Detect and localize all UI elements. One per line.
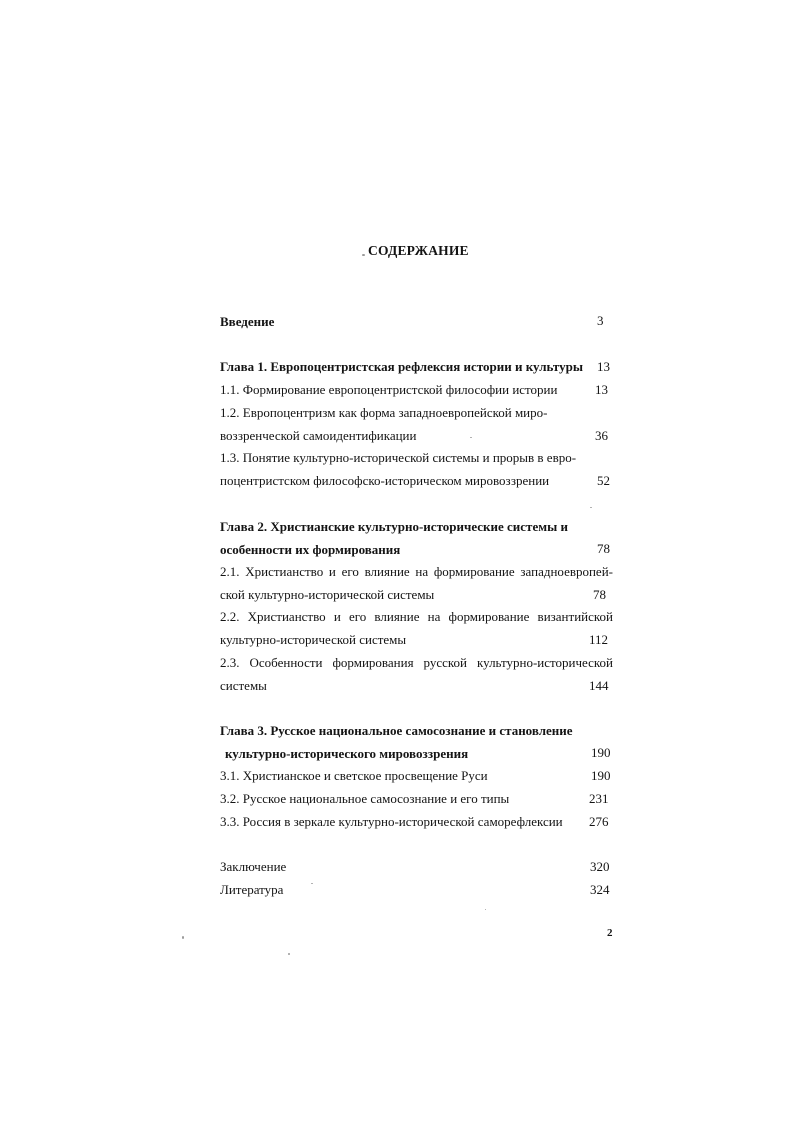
scan-speck xyxy=(311,883,313,884)
page-number: 2 xyxy=(607,927,613,939)
toc-chapter-1-page: 13 xyxy=(597,359,610,374)
toc-section-1-2-line2: воззренческой самоидентификации xyxy=(220,428,417,443)
toc-literature-label: Литература xyxy=(220,882,284,897)
toc-conclusion-label: Заключение xyxy=(220,859,287,874)
toc-conclusion-page: 320 xyxy=(590,859,610,874)
toc-section-1-3-page: 52 xyxy=(597,473,610,488)
scan-speck xyxy=(590,507,592,508)
toc-chapter-3-heading-line1: Глава 3. Русское национальное самосознание и становление xyxy=(220,723,573,738)
toc-section-3-2: 3.2. Русское национальное самосознание и его типы xyxy=(220,791,510,806)
scan-speck xyxy=(182,936,184,939)
toc-section-2-2-line2: культурно-исторической системы xyxy=(220,632,407,647)
toc-chapter-3-page: 190 xyxy=(591,745,611,760)
toc-literature-page: 324 xyxy=(590,882,610,897)
toc-section-3-1: 3.1. Христианское и светское просвещение Руси xyxy=(220,768,488,783)
toc-section-1-2-line1: 1.2. Европоцентризм как форма западноевропейской миро- xyxy=(220,405,548,420)
page-title: СОДЕРЖАНИЕ xyxy=(368,243,469,258)
toc-chapter-3-heading-line2: культурно-исторического мировоззрения xyxy=(225,746,469,761)
toc-intro-label: Введение xyxy=(220,314,275,329)
toc-section-2-3-line2: системы xyxy=(220,678,267,693)
toc-section-1-1-page: 13 xyxy=(595,382,608,397)
toc-chapter-2-heading-line1: Глава 2. Христианские культурно-исторические системы и xyxy=(220,519,568,534)
scan-speck xyxy=(288,953,290,955)
toc-section-1-1: 1.1. Формирование европоцентристской философии истории xyxy=(220,382,558,397)
toc-section-3-3: 3.3. Россия в зеркале культурно-исторической саморефлексии xyxy=(220,814,563,829)
toc-section-1-3-line1: 1.3. Понятие культурно-исторической системы и прорыв в евро- xyxy=(220,450,577,465)
toc-section-3-2-page: 231 xyxy=(589,791,609,806)
toc-section-2-2-page: 112 xyxy=(589,632,609,647)
toc-section-2-1-line2: ской культурно-исторической системы xyxy=(220,587,435,602)
toc-section-2-2-line1: 2.2. Христианство и его влияние на формирование византийской xyxy=(220,609,613,624)
toc-section-1-3-line2: поцентристском философско-историческом мировоззрении xyxy=(220,473,550,488)
toc-chapter-2-page: 78 xyxy=(597,541,610,556)
scan-speck xyxy=(485,909,486,910)
toc-section-2-3-page: 144 xyxy=(589,678,609,693)
scan-speck xyxy=(362,254,365,256)
toc-chapter-1-heading: Глава 1. Европоцентристская рефлексия истории и культуры xyxy=(220,359,583,374)
toc-section-3-3-page: 276 xyxy=(589,814,609,829)
toc-section-1-2-page: 36 xyxy=(595,428,608,443)
toc-intro-page: 3 xyxy=(597,313,604,328)
toc-chapter-2-heading-line2: особенности их формирования xyxy=(220,542,401,557)
toc-section-3-1-page: 190 xyxy=(591,768,611,783)
toc-section-2-1-line1: 2.1. Христианство и его влияние на формирование западноевропей- xyxy=(220,564,613,579)
toc-section-2-1-page: 78 xyxy=(593,587,606,602)
scan-speck xyxy=(470,437,472,438)
toc-section-2-3-line1: 2.3. Особенности формирования русской культурно-исторической xyxy=(220,655,613,670)
